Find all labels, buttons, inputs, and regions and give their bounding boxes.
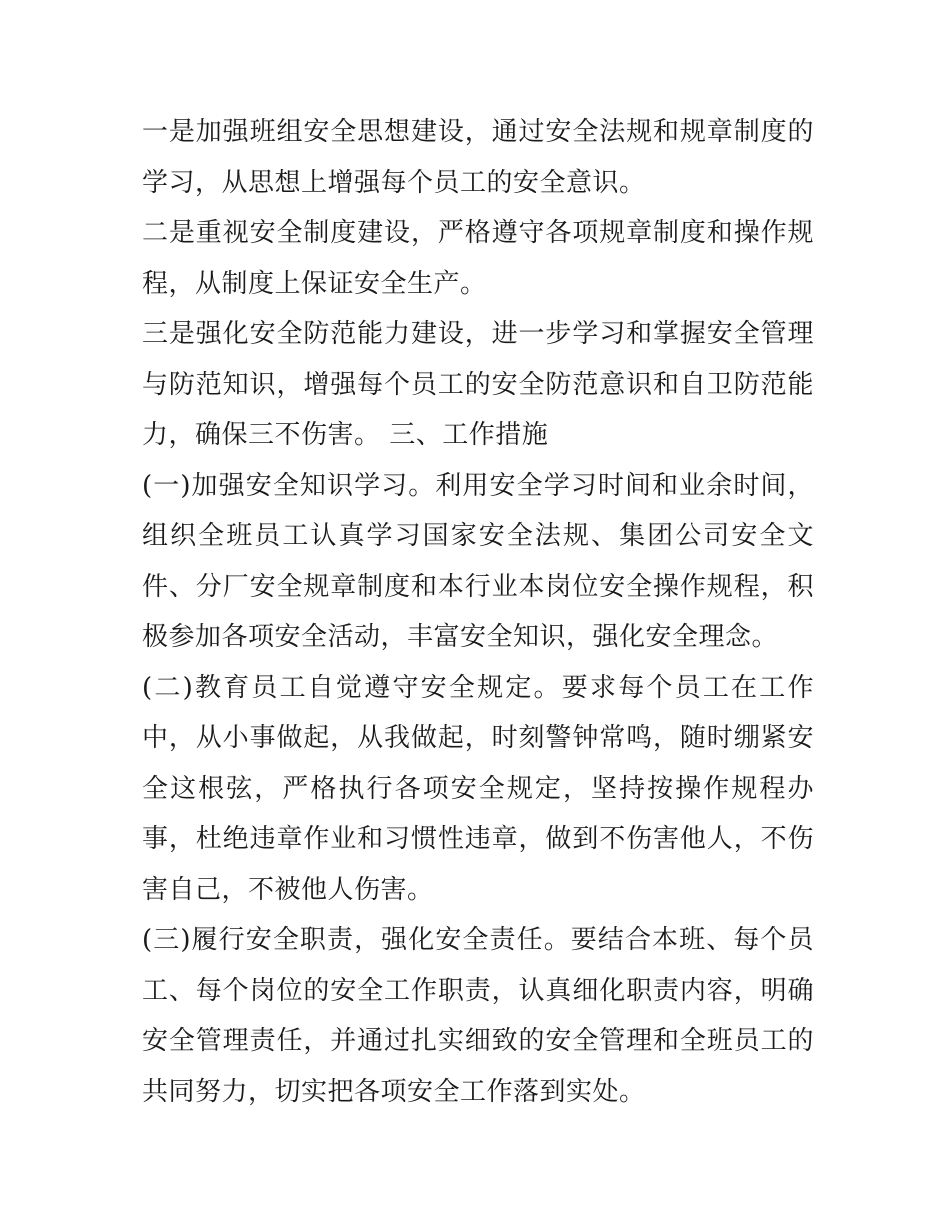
paragraph-2: 二是重视安全制度建设，严格遵守各项规章制度和操作规程，从制度上保证安全生产。 [142,218,814,299]
document-body [142,107,814,1117]
paragraph-1: 一是加强班组安全思想建设，通过安全法规和规章制度的学习，从思想上增强每个员工的安全意识。 [142,117,814,198]
paragraph-4: (一)加强安全知识学习。利用安全学习时间和业余时间，组织全班员工认真学习国家安全法规、集团公司安全文件、分厂安全规章制度和本行业本岗位安全操作规程，积极参加各项安全活动，丰富安全知识，强化安全理念。 [142,470,814,652]
paragraph-3: 三是强化安全防范能力建设，进一步学习和掌握安全管理与防范知识，增强每个员工的安全防范意识和自卫防范能力，确保三不伤害。 三、工作措施 [142,319,814,450]
paragraph-6: (三)履行安全职责，强化安全责任。要结合本班、每个员工、每个岗位的安全工作职责，认真细化职责内容，明确安全管理责任，并通过扎实细致的安全管理和全班员工的共同努力，切实把各项安全工作落到实处。 [142,925,814,1107]
paragraph-5: (二)教育员工自觉遵守安全规定。要求每个员工在工作中，从小事做起，从我做起，时刻警钟常鸣，随时绷紧安全这根弦，严格执行各项安全规定，坚持按操作规程办事，杜绝违章作业和习惯性违章，做到不伤害他人，不伤害自己，不被他人伤害。 [142,672,814,905]
